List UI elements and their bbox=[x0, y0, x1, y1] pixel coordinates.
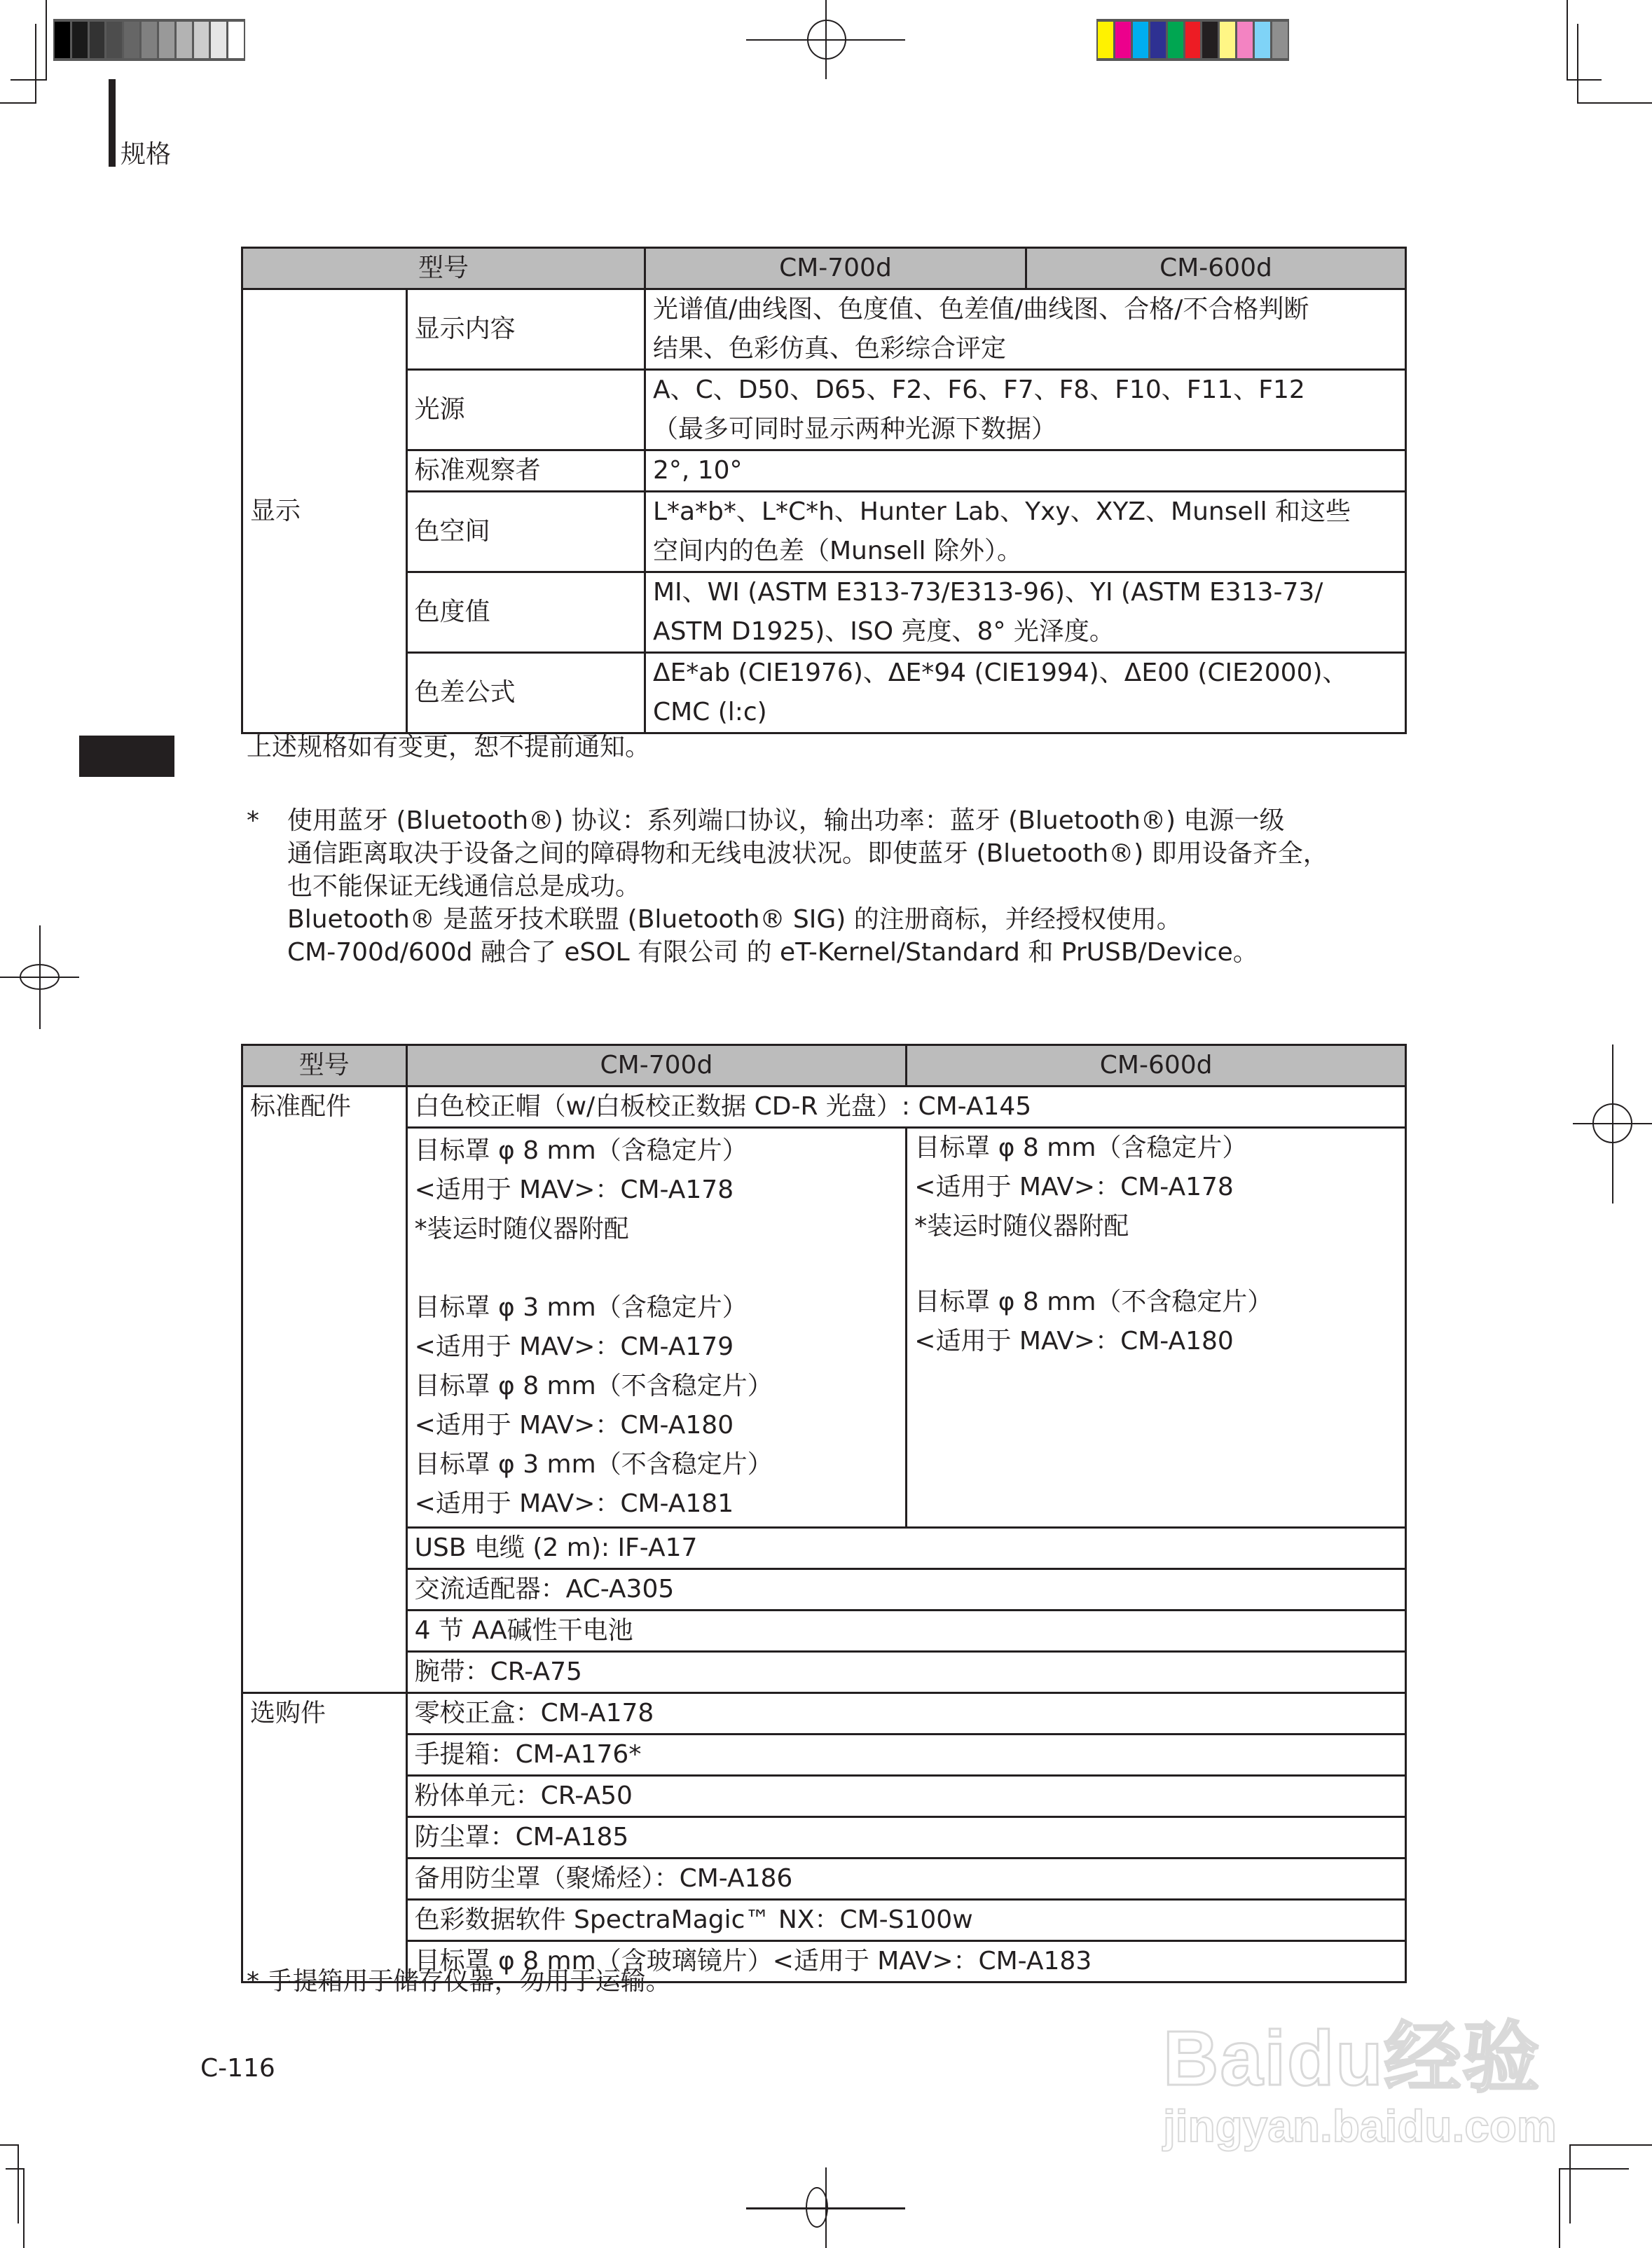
gray-swatch bbox=[72, 22, 88, 58]
gray-swatch bbox=[55, 22, 70, 58]
note-line: 也不能保证无线通信总是成功。 bbox=[287, 872, 641, 901]
table-header-row bbox=[242, 248, 1406, 289]
value-line: MI、WI (ASTM E313-73/E313-96)、YI (ASTM E313-73/ bbox=[652, 578, 1323, 607]
color-swatch bbox=[1133, 22, 1148, 58]
accessory-line: *装运时随仪器附配 bbox=[914, 1212, 1129, 1241]
model-cm700d-header: CM-700d bbox=[645, 248, 1026, 289]
optional-item: 零校正盒：CM-A178 bbox=[406, 1693, 1405, 1735]
color-swatch bbox=[1150, 22, 1166, 58]
table-row bbox=[242, 572, 1406, 653]
row-value bbox=[645, 572, 1405, 653]
table1-footnote: 上述规格如有变更，恕不提前通知。 bbox=[247, 733, 651, 761]
cm600d-accessories bbox=[907, 1128, 1406, 1528]
value-line: 2°, 10° bbox=[652, 456, 743, 485]
row-label: 色差公式 bbox=[406, 653, 645, 733]
color-swatch bbox=[1255, 22, 1270, 58]
accessory-line: <适用于 MAV>：CM-A180 bbox=[414, 1411, 734, 1440]
table-row bbox=[242, 289, 1406, 370]
optional-item: 粉体单元：CR-A50 bbox=[406, 1776, 1405, 1817]
value-line: （最多可同时显示两种光源下数据） bbox=[652, 415, 1056, 443]
value-line: ASTM D1925)、ISO 亮度、8° 光泽度。 bbox=[652, 617, 1115, 646]
gray-swatch bbox=[228, 22, 244, 58]
table-row bbox=[242, 1735, 1406, 1776]
model-header: 型号 bbox=[242, 248, 645, 289]
accessory-line: 目标罩 φ 8 mm（含稳定片） bbox=[414, 1136, 748, 1165]
watermark-brand: Baidu经验 bbox=[1163, 2015, 1541, 2102]
gray-swatch bbox=[90, 22, 105, 58]
row-value bbox=[645, 289, 1405, 370]
accessory-line: <适用于 MAV>：CM-A178 bbox=[914, 1173, 1234, 1201]
table-row bbox=[242, 1900, 1406, 1941]
optional-item: 手提箱：CM-A176* bbox=[406, 1735, 1405, 1776]
cm700d-accessories bbox=[406, 1128, 907, 1528]
display-spec-table bbox=[241, 247, 1407, 734]
page-number: C-116 bbox=[200, 2054, 275, 2083]
accessory-line: <适用于 MAV>：CM-A181 bbox=[414, 1489, 734, 1518]
value-line: L*a*b*、L*C*h、Hunter Lab、Yxy、XYZ、Munsell 和这些 bbox=[652, 497, 1351, 526]
baidu-watermark bbox=[1163, 1997, 1557, 2152]
row-label: 标准观察者 bbox=[406, 450, 645, 492]
table-row bbox=[242, 450, 1406, 492]
row-value bbox=[645, 653, 1405, 733]
bluetooth-notes bbox=[287, 804, 1328, 969]
accessory-line: *装运时随仪器附配 bbox=[414, 1215, 629, 1243]
table-row bbox=[242, 492, 1406, 572]
table-row bbox=[242, 1128, 1406, 1528]
accessory-item: 交流适配器：AC-A305 bbox=[406, 1569, 1405, 1611]
gray-swatch bbox=[159, 22, 174, 58]
color-swatch bbox=[1098, 22, 1113, 58]
group-label-standard: 标准配件 bbox=[242, 1087, 407, 1693]
color-swatch bbox=[1272, 22, 1288, 58]
accessory-item: 腕带：CR-A75 bbox=[406, 1652, 1405, 1693]
chapter-tab bbox=[79, 736, 174, 777]
table-row bbox=[242, 1569, 1406, 1611]
accessory-line: 目标罩 φ 8 mm（不含稳定片） bbox=[914, 1288, 1273, 1316]
accessory-line: <适用于 MAV>：CM-A178 bbox=[414, 1175, 734, 1204]
row-value bbox=[645, 370, 1405, 450]
table-row bbox=[242, 1611, 1406, 1652]
accessory-line: 目标罩 φ 3 mm（含稳定片） bbox=[414, 1293, 748, 1322]
color-swatch bbox=[1202, 22, 1218, 58]
model-header: 型号 bbox=[242, 1045, 407, 1087]
accessory-item: USB 电缆 (2 m): IF-A17 bbox=[406, 1528, 1405, 1569]
group-label-display: 显示 bbox=[242, 289, 407, 733]
table2-footnote: * 手提箱用于储存仪器，勿用于运输。 bbox=[247, 1967, 671, 1996]
spacer bbox=[415, 1249, 899, 1288]
note-line: 通信距离取决于设备之间的障碍物和无线电波状况。即使蓝牙 (Bluetooth®) 即用设备齐全， bbox=[287, 839, 1328, 868]
accessory-line: 目标罩 φ 8 mm（含稳定片） bbox=[914, 1133, 1248, 1162]
group-label-optional: 选购件 bbox=[242, 1693, 407, 1982]
note-line: Bluetooth® 是蓝牙技术联盟 (Bluetooth® SIG) 的注册商标，并经授权使用。 bbox=[287, 905, 1182, 934]
row-label: 显示内容 bbox=[406, 289, 645, 370]
optional-item: 防尘罩：CM-A185 bbox=[406, 1817, 1405, 1859]
color-swatch bbox=[1168, 22, 1183, 58]
watermark-url: jingyan.baidu.com bbox=[1163, 2101, 1557, 2151]
table-row bbox=[242, 1859, 1406, 1900]
color-calibration-strip bbox=[1096, 19, 1289, 61]
optional-item: 色彩数据软件 SpectraMagic™ NX：CM-S100w bbox=[406, 1900, 1405, 1941]
accessory-line: 目标罩 φ 8 mm（不含稳定片） bbox=[414, 1372, 773, 1400]
model-cm600d-header: CM-600d bbox=[1026, 248, 1405, 289]
table-row bbox=[242, 1776, 1406, 1817]
table-row bbox=[242, 1652, 1406, 1693]
color-swatch bbox=[1237, 22, 1253, 58]
optional-item: 目标罩 φ 8 mm（含玻璃镜片）<适用于 MAV>：CM-A183 bbox=[406, 1941, 1405, 1982]
table-row bbox=[242, 370, 1406, 450]
accessory-line: 目标罩 φ 3 mm（不含稳定片） bbox=[414, 1450, 773, 1479]
row-label: 色空间 bbox=[406, 492, 645, 572]
table-row bbox=[242, 653, 1406, 733]
table-header-row bbox=[242, 1045, 1406, 1087]
section-title: 规格 bbox=[121, 140, 172, 169]
row-label: 色度值 bbox=[406, 572, 645, 653]
table-row bbox=[242, 1528, 1406, 1569]
gray-swatch bbox=[142, 22, 157, 58]
row-value bbox=[645, 492, 1405, 572]
table-row bbox=[242, 1817, 1406, 1859]
spacer bbox=[914, 1246, 1398, 1283]
optional-item: 备用防尘罩（聚烯烃）：CM-A186 bbox=[406, 1859, 1405, 1900]
row-value bbox=[645, 450, 1405, 492]
section-marker-bar bbox=[109, 79, 116, 167]
accessory-line: <适用于 MAV>：CM-A179 bbox=[414, 1332, 734, 1361]
color-swatch bbox=[1115, 22, 1131, 58]
value-line: CMC (l:c) bbox=[652, 698, 767, 726]
gray-swatch bbox=[177, 22, 192, 58]
gray-swatch bbox=[194, 22, 209, 58]
value-line: ΔE*ab (CIE1976)、ΔE*94 (CIE1994)、ΔE00 (CIE2000)、 bbox=[652, 658, 1348, 687]
value-line: 结果、色彩仿真、色彩综合评定 bbox=[652, 334, 1006, 363]
value-line: 空间内的色差（Munsell 除外）。 bbox=[652, 537, 1022, 565]
accessory-item: 白色校正帽（w/白板校正数据 CD-R 光盘）: CM-A145 bbox=[406, 1087, 1405, 1128]
gray-swatch bbox=[124, 22, 139, 58]
value-line: A、C、D50、D65、F2、F6、F7、F8、F10、F11、F12 bbox=[652, 375, 1305, 404]
color-swatch bbox=[1185, 22, 1201, 58]
note-line: 使用蓝牙 (Bluetooth®) 协议：系列端口协议，输出功率：蓝牙 (Bluetooth®) 电源一级 bbox=[287, 806, 1285, 835]
model-cm700d-header: CM-700d bbox=[406, 1045, 907, 1087]
accessory-item: 4 节 AA碱性干电池 bbox=[406, 1611, 1405, 1652]
gray-swatch bbox=[106, 22, 122, 58]
grayscale-calibration-strip bbox=[53, 19, 245, 61]
notes-asterisk: * bbox=[247, 806, 259, 835]
accessories-table bbox=[241, 1044, 1407, 1983]
table-row bbox=[242, 1087, 1406, 1128]
value-line: 光谱值/曲线图、色度值、色差值/曲线图、合格/不合格判断 bbox=[652, 295, 1309, 324]
table-row bbox=[242, 1693, 1406, 1735]
color-swatch bbox=[1220, 22, 1235, 58]
model-cm600d-header: CM-600d bbox=[907, 1045, 1406, 1087]
accessory-line: <适用于 MAV>：CM-A180 bbox=[914, 1327, 1234, 1356]
note-line: CM-700d/600d 融合了 eSOL 有限公司 的 eT-Kernel/Standard 和 PrUSB/Device。 bbox=[287, 938, 1258, 967]
row-label: 光源 bbox=[406, 370, 645, 450]
gray-swatch bbox=[211, 22, 226, 58]
